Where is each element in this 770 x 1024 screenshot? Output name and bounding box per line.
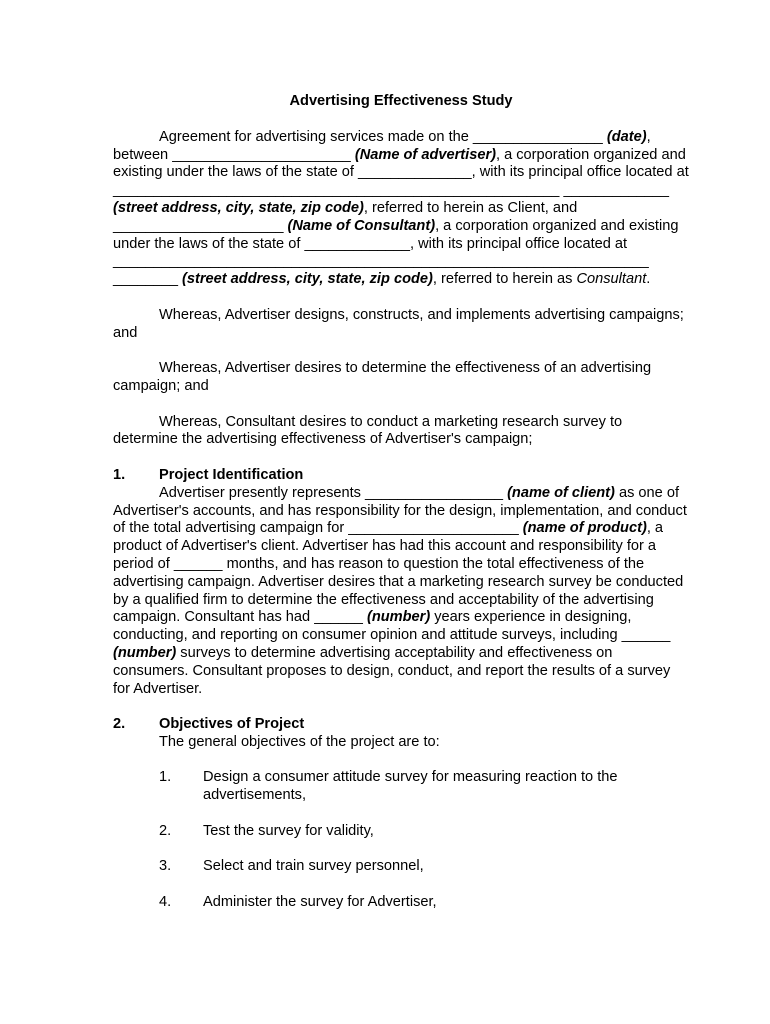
advertiser-name-placeholder: (Name of advertiser) — [354, 146, 496, 163]
body-text: Advertiser presently represents _________________ — [159, 484, 508, 501]
body-text: , a product of Advertiser's client. Advertiser has had this account and responsibility for a period of ______ months, and has reason to question the total effectiveness of the advertising campaign. Advertiser desires that a marketing research survey be conducted by a qualified firm to determine the effectiveness and acceptability of the advertising campaign. Consultant has had ______ — [113, 520, 684, 626]
intro-text: , referred to herein as — [432, 271, 577, 288]
list-number: 1. — [159, 769, 172, 786]
body-text: years experience in designing, conducting, and reporting on consumer opinion and attitude surveys, including ______ — [113, 609, 671, 644]
list-item — [159, 894, 689, 912]
body-text: surveys to determine advertising acceptability and effectiveness on consumers. Consultant proposes to design, conduct, and report the results of a survey for Advertiser. — [113, 644, 671, 697]
section-title: Project Identification — [159, 466, 304, 483]
section-number: 2. — [113, 716, 126, 733]
intro-text: , referred to herein as Client, and _____________________ — [113, 199, 578, 234]
number-placeholder: (number) — [366, 609, 431, 626]
intro-text: Agreement for advertising services made on the ________________ — [159, 128, 607, 145]
number-placeholder: (number) — [113, 644, 177, 661]
document-page — [113, 93, 689, 912]
document-title: Advertising Effectiveness Study — [289, 93, 513, 109]
list-number: 3. — [159, 858, 172, 875]
intro-paragraph — [113, 129, 689, 289]
body-text: as one of Advertiser's accounts, and has responsibility for the design, implementation, and conduct of the total advertising campaign for _____________________ — [113, 484, 687, 537]
section-heading — [113, 467, 689, 485]
product-name-placeholder: (name of product) — [522, 520, 647, 537]
list-number: 2. — [159, 822, 172, 839]
consultant-name-placeholder: (Name of Consultant) — [287, 217, 436, 234]
list-text: Test the survey for validity, — [203, 822, 374, 839]
objectives-list — [113, 769, 689, 911]
list-text: Administer the survey for Advertiser, — [203, 894, 437, 911]
list-text: Design a consumer attitude survey for measuring reaction to the advertisements, — [203, 769, 618, 804]
section-heading — [113, 716, 689, 734]
whereas-clause: Whereas, Advertiser desires to determine the effectiveness of an advertising campaign; and — [113, 360, 652, 394]
date-placeholder: (date) — [606, 128, 647, 145]
list-number: 4. — [159, 894, 172, 911]
list-item — [159, 858, 689, 876]
address-placeholder: (street address, city, state, zip code) — [113, 199, 364, 216]
client-name-placeholder: (name of client) — [507, 484, 615, 501]
section-body — [113, 485, 689, 699]
section-number: 1. — [113, 466, 126, 483]
intro-text: , a corporation organized and existing under the laws of the state of ______________, with its principal office located at _______________________________________________________ _____________ — [113, 146, 689, 199]
whereas-clause: Whereas, Consultant desires to conduct a marketing research survey to determine the advertising effectiveness of Advertiser's campaign; — [113, 413, 623, 448]
consultant-term: Consultant — [576, 271, 647, 288]
intro-text: , a corporation organized and existing under the laws of the state of _____________, with its principal office located at __________________________________________________________________ ________ — [113, 217, 679, 288]
list-item — [159, 769, 689, 805]
address-placeholder: (street address, city, state, zip code) — [182, 271, 433, 288]
list-item — [159, 823, 689, 841]
section-lead: The general objectives of the project are to: — [159, 733, 440, 750]
list-text: Select and train survey personnel, — [203, 858, 424, 875]
section-title: Objectives of Project — [159, 716, 305, 733]
intro-text: , between ______________________ — [113, 128, 651, 163]
whereas-clause: Whereas, Advertiser designs, constructs, and implements advertising campaigns; and — [113, 306, 684, 341]
intro-text: . — [646, 271, 651, 288]
